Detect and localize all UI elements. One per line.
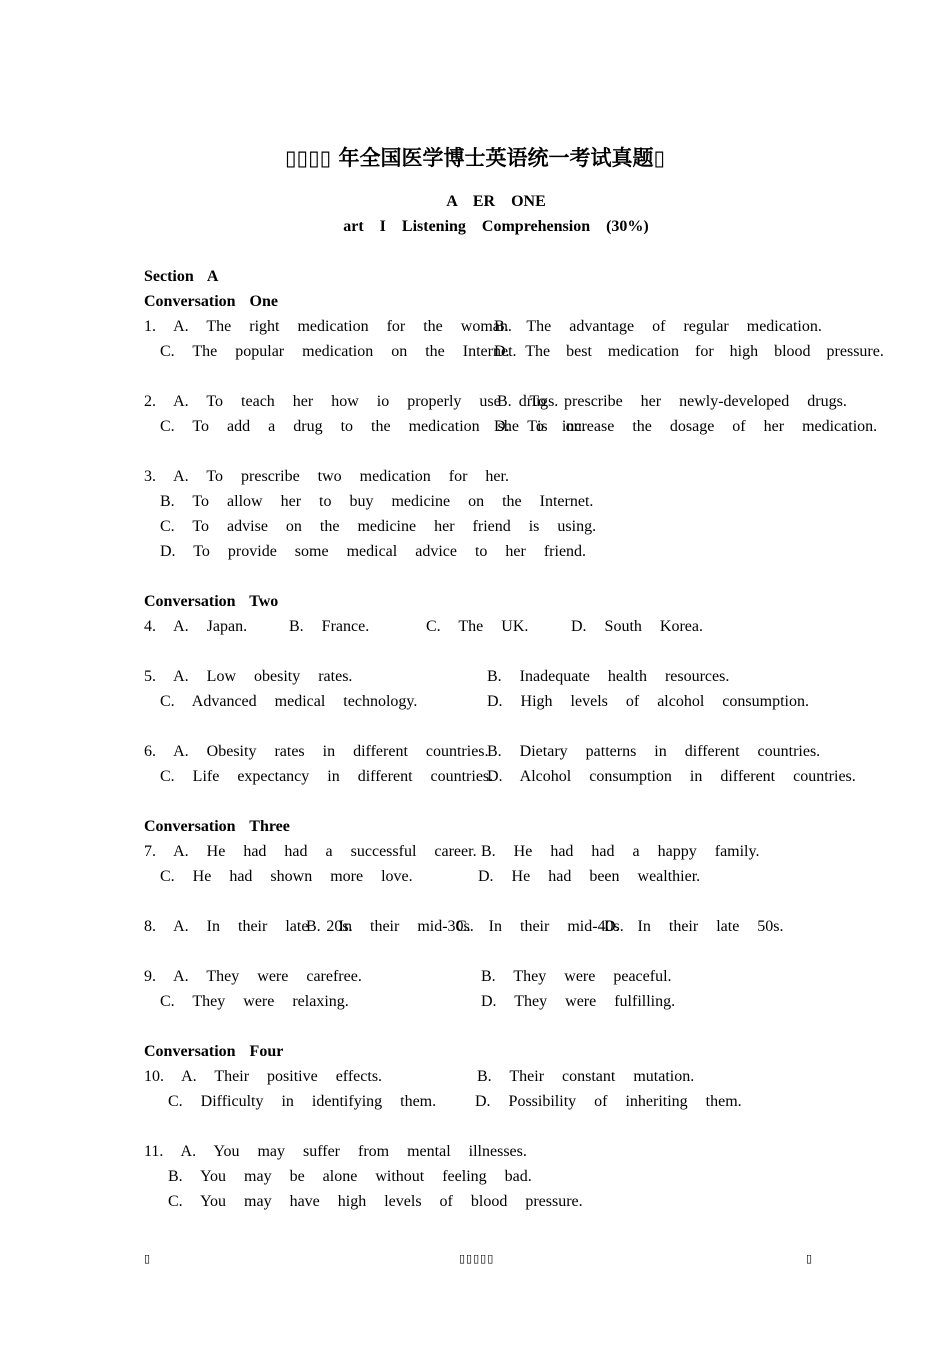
q8-option-b: B. In their mid-30s. bbox=[306, 918, 474, 935]
q1-option-a: 1. A. The right medication for the woman. bbox=[144, 318, 512, 335]
q1-option-c: C. The popular medication on the Internet. bbox=[160, 343, 517, 360]
q3-option-b: B. To allow her to buy medicine on the Internet. bbox=[160, 493, 594, 510]
q7-option-c: C. He had shown more love. bbox=[160, 868, 413, 885]
q4-option-a: 4. A. Japan. bbox=[144, 618, 248, 635]
q1-option-b: B. The advantage of regular medication. bbox=[494, 318, 822, 335]
q10-option-b: B. Their constant mutation. bbox=[477, 1068, 695, 1085]
q11-option-a: 11. A. You may suffer from mental illnesses. bbox=[144, 1143, 527, 1160]
q1-option-d: D. The best medication for high blood pressure. bbox=[494, 343, 884, 360]
q3-option-d: D. To provide some medical advice to her friend. bbox=[160, 543, 587, 560]
q10-option-d: D. Possibility of inheriting them. bbox=[475, 1093, 742, 1110]
q9-option-a: 9. A. They were carefree. bbox=[144, 968, 362, 985]
q7-option-a: 7. A. He had had a successful career. bbox=[144, 843, 477, 860]
q9-option-c: C. They were relaxing. bbox=[160, 993, 349, 1010]
q5-option-b: B. Inadequate health resources. bbox=[487, 668, 730, 685]
q2-option-b: B. To prescribe her newly-developed drugs. bbox=[497, 393, 847, 410]
footer-right: ▯ bbox=[806, 1253, 813, 1265]
q6-option-b: B. Dietary patterns in different countries. bbox=[487, 743, 821, 760]
q11-option-b: B. You may be alone without feeling bad. bbox=[168, 1168, 532, 1185]
q5-option-a: 5. A. Low obesity rates. bbox=[144, 668, 353, 685]
conversation-four-heading: Conversation Four bbox=[144, 1043, 284, 1060]
q8-option-a: 8. A. In their late 20s. bbox=[144, 918, 353, 935]
q2-option-d: D. To increase the dosage of her medication. bbox=[494, 418, 878, 435]
q6-option-c: C. Life expectancy in different countries. bbox=[160, 768, 494, 785]
q4-option-c: C. The UK. bbox=[426, 618, 529, 635]
q2-option-a: 2. A. To teach her how io properly use drugs. bbox=[144, 393, 559, 410]
q5-option-c: C. Advanced medical technology. bbox=[160, 693, 418, 710]
q6-option-d: D. Alcohol consumption in different countries. bbox=[487, 768, 856, 785]
page-title: ▯▯▯▯ 年全国医学博士英语统一考试真题▯ bbox=[284, 146, 666, 170]
q7-option-d: D. He had been wealthier. bbox=[478, 868, 701, 885]
footer-center: ▯▯▯▯▯ bbox=[459, 1253, 495, 1265]
q8-option-c: C. In their mid-40s. bbox=[456, 918, 624, 935]
paper-heading: A ER ONE bbox=[446, 193, 546, 210]
q5-option-d: D. High levels of alcohol consumption. bbox=[487, 693, 809, 710]
q8-option-d: D. In their late 50s. bbox=[604, 918, 784, 935]
q10-option-a: 10. A. Their positive effects. bbox=[144, 1068, 383, 1085]
q10-option-c: C. Difficulty in identifying them. bbox=[168, 1093, 437, 1110]
conversation-two-heading: Conversation Two bbox=[144, 593, 279, 610]
part-heading: art I Listening Comprehension (30%) bbox=[343, 218, 649, 235]
q2-option-c: C. To add a drug to the medication she is on. bbox=[160, 418, 586, 435]
q3-option-c: C. To advise on the medicine her friend is using. bbox=[160, 518, 597, 535]
conversation-one-heading: Conversation One bbox=[144, 293, 278, 310]
footer-left: ▯ bbox=[144, 1253, 151, 1265]
q6-option-a: 6. A. Obesity rates in different countries. bbox=[144, 743, 489, 760]
section-heading: Section A bbox=[144, 268, 219, 285]
q3-option-a: 3. A. To prescribe two medication for her. bbox=[144, 468, 509, 485]
q9-option-d: D. They were fulfilling. bbox=[481, 993, 676, 1010]
q4-option-b: B. France. bbox=[289, 618, 370, 635]
q9-option-b: B. They were peaceful. bbox=[481, 968, 672, 985]
conversation-three-heading: Conversation Three bbox=[144, 818, 290, 835]
q11-option-c: C. You may have high levels of blood pressure. bbox=[168, 1193, 583, 1210]
q7-option-b: B. He had had a happy family. bbox=[481, 843, 760, 860]
q4-option-d: D. South Korea. bbox=[571, 618, 703, 635]
